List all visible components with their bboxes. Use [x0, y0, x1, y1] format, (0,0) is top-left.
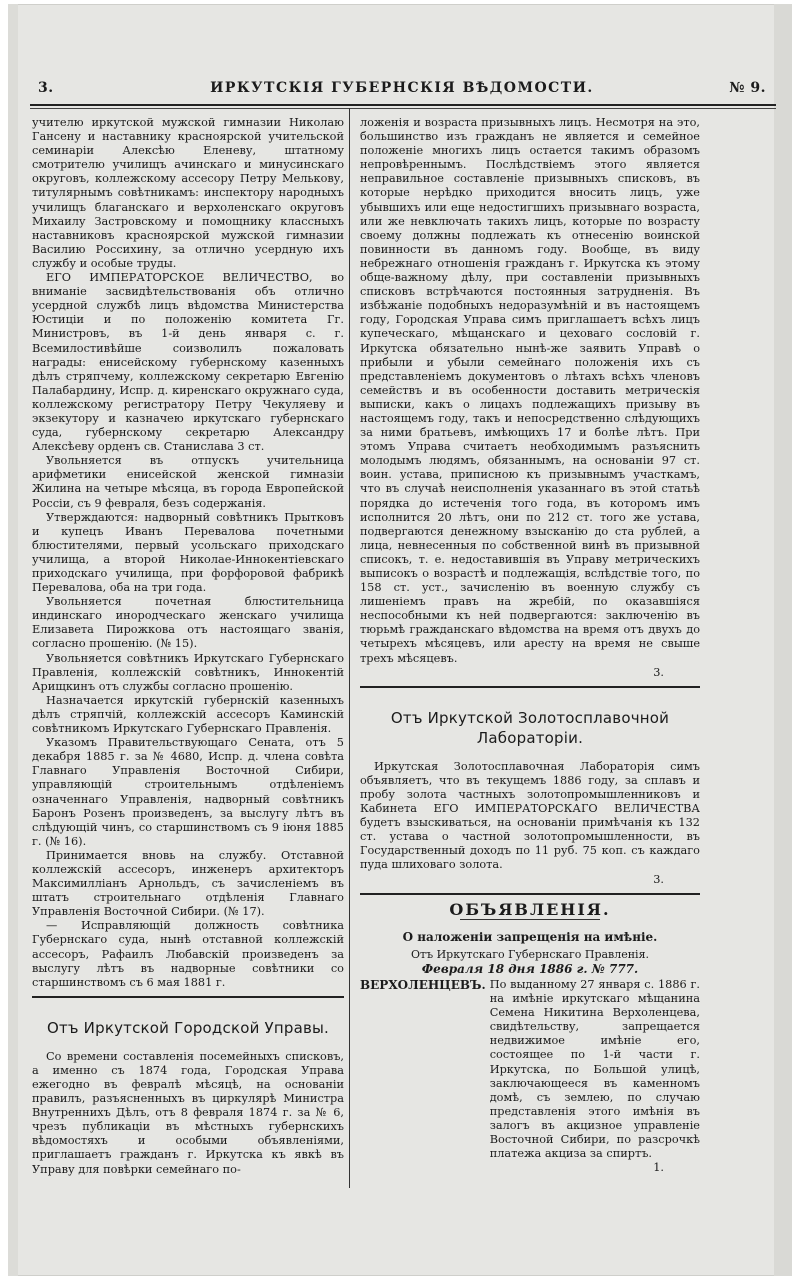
newspaper-title: ИРКУТСКІЯ ГУБЕРНСКІЯ ВѢДОМОСТИ.: [210, 80, 594, 96]
header-rule-thin: [30, 108, 776, 109]
paragraph: Увольняется въ отпускъ учительница арифметики енисейской женской гимназіи Жилина на четыре мѣсяца, въ города Европейской Россіи, съ 9 февраля, безъ содержанія.: [32, 454, 344, 510]
announcement-text: По выданному 27 января с. 1886 г. на имѣніе иркутскаго мѣщанина Семена Никитина Верхоленцева, свидѣтельству, запрещается недвижимое имѣніе его, состоящее по 1-й части г. Иркутска, по Большой улицѣ, заключающееся въ каменномъ домѣ, съ землею, по случаю представленія этого имѣнія въ залогъ въ акцизное управленіе Восточной Сибири, по разсрочкѣ платежа акциза за спиртъ.: [489, 977, 700, 1161]
announcement-source: Отъ Иркутскаго Губернскаго Правленія.: [410, 947, 650, 961]
announcement-entry: [360, 978, 700, 1161]
signature-number: 1.: [653, 1161, 664, 1175]
announcements-heading: ОБЪЯВЛЕНІЯ.: [449, 899, 611, 919]
header-rule: [30, 104, 776, 106]
announcements-rule: [460, 919, 600, 920]
page-number: 3.: [38, 80, 54, 96]
section-heading: Отъ Иркутской Золотосплавочной Лабораторіи.: [390, 708, 670, 747]
paragraph: Увольняется совѣтникъ Иркутскаго Губернскаго Правленія, коллежскій совѣтникъ, Иннокентій Арищкинъ отъ службы согласно прошенію.: [32, 651, 344, 693]
paragraph: Со времени составленія посемейныхъ списковъ, а именно съ 1874 года, Городская Управа ежегодно въ февралѣ мѣсяцѣ, на основаніи правилъ, разъясненныхъ въ циркулярѣ Министра Внутреннихъ Дѣлъ, отъ 8 февраля 1874 г. за № 6, чрезъ публикаціи въ мѣстныхъ губернскихъ вѣдомостяхъ и особыми объявленіями, приглашаетъ гражданъ г. Иркутска къ явкѣ въ Управу для повѣрки семейнаго по-: [32, 1049, 344, 1176]
section-rule: [360, 686, 700, 688]
announcement-subheading: О наложеніи запрещенія на имѣніе.: [402, 929, 658, 944]
paragraph: Принимается вновь на службу. Отставной коллежскій ассесоръ, инженеръ архитекторъ Максимилліанъ Арнольдъ, съ зачисленіемъ въ штатъ строительнаго отдѣленія Главнаго Управленія Восточной Сибири. (№ 17).: [32, 848, 344, 919]
page-header: [30, 78, 774, 102]
paragraph: Утверждаются: надворный совѣтникъ Прытковъ и купецъ Иванъ Перевалова почетными блюстителями, первый усольскаго приходскаго училища, а второй Николае-Иннокентіевскаго приходскаго училища, при форфоровой фабрикѣ Перевалова, оба на три года.: [32, 510, 344, 595]
announcement-date: Февраля 18 дня 1886 г. № 777.: [421, 961, 639, 976]
column-divider: [349, 108, 350, 1188]
paragraph: ЕГО ИМПЕРАТОРСКОЕ ВЕЛИЧЕСТВО, во вниманіе засвидѣтельствованія объ отлично усердной службѣ лицъ вѣдомства Министерства Юстиціи и по положенію комитета Гг. Министровъ, въ 1-й день января с. г. Всемилостивѣйше соизволилъ пожаловать награды: енисейскому губернскому казенныхъ дѣлъ стряпчему, коллежскому секретарю Евгенію Палабардину, Испр. д. киренскаго окружнаго суда, коллежскому регистратору Петру Чекуляеву и экзекутору и казначею иркутскаго губернскаго суда, губернскому секретарю Александру Алексѣеву орденъ св. Станислава 3 ст.: [32, 271, 344, 454]
right-column: [360, 116, 700, 1175]
page-edge-left: [8, 4, 18, 1276]
page-edge-shadow: [774, 4, 792, 1276]
paragraph: Иркутская Золотосплавочная Лабораторія симъ объявляетъ, что въ текущемъ 1886 году, за сплавъ и пробу золота частныхъ золотопромышленниковъ и Кабинета ЕГО ИМПЕРАТОРСКАГО ВЕЛИЧЕСТВА будетъ взыскиваться, на основаніи примѣчанія къ 132 ст. устава о частной золотопромышленности, въ Государственный доходъ по 11 руб. 75 коп. съ каждаго пуда шлиховаго золота.: [360, 759, 700, 872]
paragraph: Указомъ Правительствующаго Сената, отъ 5 декабря 1885 г. за № 4680, Испр. д. члена совѣта Главнаго Управленія Восточной Сибири, управляющій строительнымъ отдѣленіемъ означеннаго Управленія, надворный совѣтникъ Баронъ Розенъ произведенъ, за выслугу лѣтъ въ слѣдующій чинъ, со старшинствомъ съ 9 іюня 1885 г. (№ 16).: [32, 736, 344, 848]
paragraph: учителю иркутской мужской гимназии Николаю Гансену и наставнику красноярской учительской семинарiи Алексѣю Еленеву, штатному смотрителю училищъ ачинскаго и минусинскаго округовъ, коллежскому ассесору Петру Мелькову, титулярнымъ совѣтникамъ: инспектору народныхъ училищъ благанскаго и верхоленскаго округовъ Михаилу Застровскому и помощнику классныхъ наставниковъ красноярской мужской гимназии Василию Россихину, за отлично усердную ихъ службу и особые труды.: [32, 116, 344, 270]
signature-number: 3.: [653, 665, 664, 679]
section-heading: Отъ Иркутской Городской Управы.: [46, 1018, 330, 1037]
paragraph: — Исправляющій должность совѣтника Губернскаго суда, нынѣ отставной коллежскій ассесоръ, Рафаилъ Любавскій произведенъ за выслугу лѣтъ въ надворные совѣтники со старшинствомъ съ 6 мая 1881 г.: [32, 919, 344, 989]
paragraph: ложенія и возраста призывныхъ лицъ. Несмотря на это, большинство изъ гражданъ не является и семейное положеніе многихъ лицъ остается такимъ образомъ непровѣреннымъ. Послѣдствіемъ этого является неправильное составленіе призывныхъ списковъ, въ которые нерѣдко приходится вносить лицъ, уже убывшихъ или еще недостигшихъ призывнаго возраста, или же невключать такихъ лицъ, которые по возрасту своему должны подлежать къ отнесенію воинской повинности въ данномъ году. Вообще, въ виду небрежнаго отношенія гражданъ г. Иркутска къ этому обще-важному дѣлу, при составленіи призывныхъ списковъ встрѣчаются постоянныя затрудненія. Въ избѣжаніе подобныхъ недоразумѣній и въ настоящемъ году, Городская Управа симъ приглашаетъ всѣхъ лицъ купеческаго, мѣщанскаго и цеховаго сословій г. Иркутска обязательно нынѣ-же заявить Управѣ о прибыли и убыли семейнаго положенія ихъ съ представленіемъ документовъ о лѣтахъ всѣхъ членовъ семействъ и въ особенности доставить метрическія выписки, какъ о лицахъ подлежащихъ призыву въ настоящемъ году, такъ и непосредственно слѣдующихъ за ними братьевъ, имѣющихъ 17 и болѣе лѣтъ. При этомъ Управа считаетъ необходимымъ разъяснить молодымъ людямъ, обязаннымъ, на основаніи 97 ст. воин. устава, приписною къ призывнымъ участкамъ, что въ случаѣ неисполненія указаннаго въ этой статьѣ порядка до истеченія того года, въ которомъ имъ исполнится 20 лѣтъ, они по 212 ст. того же устава, подвергаются денежному взысканію до ста рублей, а лица, невнесенныя по собственной винѣ въ призывной списокъ, т. е. недоставившія въ Управу метрическихъ выписокъ о возрастѣ и подлежащія, вслѣдствіе того, по 158 ст. уст., зачисленію въ военную службу съ лишеніемъ правъ на жребій, по оказавшіяся неспособными къ ней подвергаются: заключенію въ тюрьмѣ гражданскаго вѣдомства на время отъ двухъ до четырехъ мѣсяцевъ, или аресту на время не свыше трехъ мѣсяцевъ.: [360, 116, 700, 665]
left-column: [32, 116, 344, 1177]
section-rule: [32, 996, 344, 998]
newspaper-page: [8, 4, 792, 1276]
issue-number: № 9.: [729, 80, 766, 96]
paragraph: Назначается иркутскій губернскій казенныхъ дѣлъ стряпчій, коллежскій ассесоръ Каминскій совѣтникомъ Иркутскаго Губернскаго Правленія.: [32, 693, 344, 736]
announcement-surname: ВЕРХОЛЕНЦЕВЪ.: [360, 977, 486, 992]
paragraph: Увольняется почетная блюстительница индинскаго инородческаго женскаго училища Елизавета Пирожкова отъ настоящаго званія, согласно прошенію. (№ 15).: [32, 595, 344, 651]
signature-number: 3.: [653, 872, 664, 886]
section-rule: [360, 893, 700, 895]
